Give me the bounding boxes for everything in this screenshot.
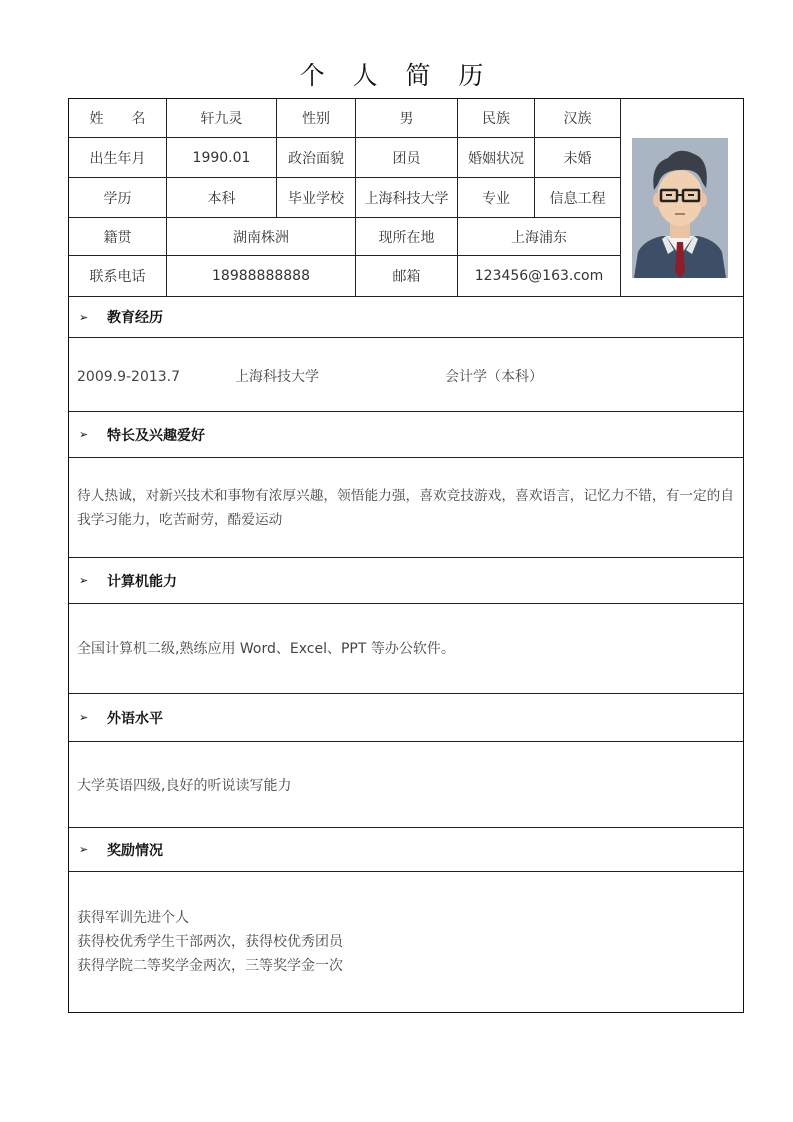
birth-label: 出生年月 [68,138,167,178]
arrow-icon: ➢ [79,843,89,856]
email-label: 邮箱 [356,256,458,297]
political-value: 团员 [356,138,458,178]
phone-value: 18988888888 [167,256,356,297]
arrow-icon: ➢ [79,574,89,587]
computer-text: 全国计算机二级,熟练应用 Word、Excel、PPT 等办公软件。 [77,641,455,657]
language-text: 大学英语四级,良好的听说读写能力 [77,778,292,794]
section-education-body [68,338,744,412]
residence-label: 现所在地 [356,218,458,256]
hobbies-text: 待人热诚，对新兴技术和事物有浓厚兴趣，领悟能力强，喜欢竞技游戏，喜欢语言，记忆力不错，有一定的自我学习能力，吃苦耐劳，酷爱运动 [77,488,735,528]
arrow-icon: ➢ [79,310,89,324]
political-label: 政治面貌 [277,138,356,178]
school-label: 毕业学校 [277,178,356,218]
award-item: 获得军训先进个人 [77,910,189,926]
award-item: 获得学院二等奖学金两次，三等奖学金一次 [77,958,343,974]
section-awards-body [68,872,744,1013]
education-school: 上海科技大学 [235,369,319,385]
school-value: 上海科技大学 [356,178,458,218]
name-label: 姓 名 [68,98,167,138]
birth-value: 1990.01 [167,138,277,178]
award-item: 获得校优秀学生干部两次，获得校优秀团员 [77,934,343,950]
section-education-header [68,297,744,338]
education-label: 学历 [68,178,167,218]
page-title: 个 人 简 历 [299,61,494,90]
major-label: 专业 [458,178,535,218]
section-language-body [68,742,744,828]
marital-label: 婚姻状况 [458,138,535,178]
marital-value: 未婚 [535,138,621,178]
hometown-value: 湖南株洲 [167,218,356,256]
section-computer-title: 计算机能力 [107,573,177,590]
major-value: 信息工程 [535,178,621,218]
ethnicity-label: 民族 [458,98,535,138]
avatar-illustration [632,138,728,278]
section-awards-header [68,828,744,872]
section-language-header [68,694,744,742]
gender-value: 男 [356,98,458,138]
section-awards-title: 奖励情况 [107,842,163,859]
avatar [632,138,728,278]
arrow-icon: ➢ [79,711,89,724]
email-value: 123456@163.com [458,256,621,297]
name-value: 轩九灵 [167,98,277,138]
section-language-title: 外语水平 [107,710,163,727]
phone-label: 联系电话 [68,256,167,297]
section-hobbies-title: 特长及兴趣爱好 [107,427,205,444]
gender-label: 性别 [277,98,356,138]
ethnicity-value: 汉族 [535,98,621,138]
education-major: 会计学（本科） [445,369,543,385]
hometown-label: 籍贯 [68,218,167,256]
section-computer-body [68,604,744,694]
arrow-icon: ➢ [79,428,89,441]
education-value: 本科 [167,178,277,218]
section-hobbies-header [68,412,744,458]
section-computer-header [68,558,744,604]
section-education-title: 教育经历 [107,310,163,326]
section-hobbies-body [68,458,744,558]
education-period: 2009.9-2013.7 [77,369,181,385]
residence-value: 上海浦东 [458,218,621,256]
